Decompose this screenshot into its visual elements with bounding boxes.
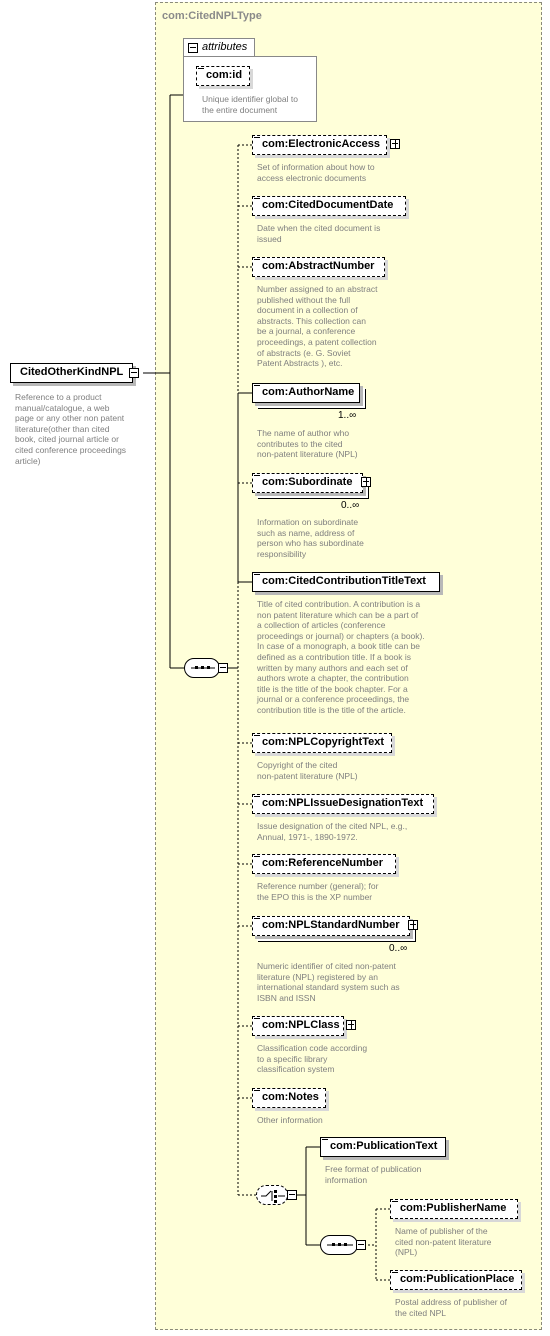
element-label: com:CitedDocumentDate bbox=[262, 199, 394, 211]
desc-line: classification system bbox=[257, 1064, 335, 1075]
element-subordinate[interactable] bbox=[252, 473, 363, 493]
expand-icon[interactable] bbox=[361, 477, 371, 487]
collapse-icon[interactable] bbox=[188, 43, 198, 53]
element-npl-standard-number[interactable] bbox=[252, 916, 410, 936]
root-element[interactable] bbox=[10, 363, 133, 383]
desc-line: responsibility bbox=[257, 548, 307, 559]
desc-line: Issue designation of the cited NPL, e.g., bbox=[257, 821, 408, 831]
reference-icon bbox=[254, 198, 260, 204]
element-description bbox=[325, 1164, 421, 1185]
desc-line: cited conference proceedings bbox=[15, 444, 127, 455]
sequence-compositor[interactable] bbox=[184, 658, 220, 678]
element-npl-issue-designation-text[interactable] bbox=[252, 794, 434, 814]
element-description bbox=[257, 599, 425, 716]
desc-line: non-patent literature (NPL) bbox=[257, 449, 358, 460]
desc-line: Annual, 1971-, 1890-1972. bbox=[257, 831, 358, 842]
desc-line: Other information bbox=[257, 1115, 323, 1125]
desc-line: defined as a contribution title. If a book is bbox=[257, 651, 412, 662]
desc-line: Information on subordinate bbox=[257, 517, 359, 527]
attribute-id[interactable] bbox=[196, 66, 250, 86]
element-description bbox=[257, 1115, 323, 1126]
reference-icon bbox=[254, 796, 260, 802]
occurrence-label: 1..∞ bbox=[338, 410, 357, 421]
reference-icon bbox=[254, 385, 260, 391]
reference-icon bbox=[254, 735, 260, 741]
desc-line: contribution title is the title of the article. bbox=[257, 704, 406, 715]
reference-icon bbox=[254, 918, 260, 924]
element-description bbox=[257, 961, 400, 1003]
desc-line: Numeric identifier of cited non-patent bbox=[257, 961, 396, 971]
desc-line: to a specific library bbox=[257, 1053, 328, 1064]
attributes-header[interactable] bbox=[183, 38, 255, 57]
desc-line: contributes to the cited bbox=[257, 438, 343, 449]
desc-line: published without the full bbox=[257, 294, 351, 305]
element-label: com:AbstractNumber bbox=[262, 260, 375, 272]
desc-line: written by many authors and each set of bbox=[257, 662, 408, 673]
desc-line: abstracts. This collection can bbox=[257, 315, 366, 326]
element-label: com:Subordinate bbox=[262, 476, 353, 488]
element-description bbox=[257, 821, 407, 842]
element-label: com:ElectronicAccess bbox=[262, 138, 380, 150]
desc-line: non-patent literature (NPL) bbox=[257, 770, 358, 781]
expand-icon[interactable] bbox=[346, 1020, 356, 1030]
element-publication-text[interactable] bbox=[320, 1137, 446, 1157]
choice-compositor[interactable] bbox=[256, 1185, 288, 1205]
desc-line: the entire document bbox=[202, 104, 278, 115]
occurrence-label: 0..∞ bbox=[389, 943, 408, 954]
element-description bbox=[257, 223, 380, 244]
element-label: com:PublicationPlace bbox=[400, 1273, 515, 1285]
collapse-icon[interactable] bbox=[218, 663, 228, 673]
element-label: com:PublisherName bbox=[400, 1202, 507, 1214]
desc-line: cited non-patent literature bbox=[395, 1236, 492, 1247]
element-label: com:NPLClass bbox=[262, 1019, 340, 1031]
collapse-icon[interactable] bbox=[129, 368, 139, 378]
desc-line: Unique identifier global to bbox=[202, 94, 298, 104]
desc-line: Set of information about how to bbox=[257, 162, 375, 172]
element-reference-number[interactable] bbox=[252, 854, 396, 874]
desc-line: Patent Abstracts ), etc. bbox=[257, 358, 343, 369]
collapse-icon[interactable] bbox=[356, 1240, 366, 1250]
reference-icon bbox=[254, 137, 260, 143]
element-description bbox=[395, 1297, 507, 1318]
desc-line: literature (NPL) registered by an bbox=[257, 971, 378, 982]
desc-line: journal or a conference proceedings, the bbox=[257, 694, 410, 705]
desc-line: international standard system such as bbox=[257, 982, 400, 993]
element-description bbox=[257, 760, 358, 781]
choice-icon bbox=[257, 1186, 289, 1206]
desc-line: ISBN and ISSN bbox=[257, 992, 316, 1003]
expand-icon[interactable] bbox=[408, 920, 418, 930]
desc-line: information bbox=[325, 1174, 368, 1185]
element-label: com:AuthorName bbox=[262, 386, 355, 398]
element-notes[interactable] bbox=[252, 1088, 326, 1108]
element-cited-document-date[interactable] bbox=[252, 196, 406, 216]
desc-line: Title of cited contribution. A contribution is a bbox=[257, 599, 421, 609]
sequence-icon bbox=[321, 1236, 359, 1256]
publisher-sequence-compositor[interactable] bbox=[320, 1235, 358, 1255]
desc-line: authors wrote a chapter, the contribution bbox=[257, 673, 409, 684]
element-publication-place[interactable] bbox=[390, 1270, 522, 1290]
occurrence-label: 0..∞ bbox=[341, 500, 360, 511]
desc-line: such as name, address of bbox=[257, 527, 355, 538]
desc-line: book, cited journal article or bbox=[15, 434, 119, 445]
sequence-icon bbox=[185, 659, 221, 679]
element-label: com:NPLIssueDesignationText bbox=[262, 797, 424, 809]
reference-icon bbox=[254, 574, 260, 580]
desc-line: manual/catalogue, a web bbox=[15, 402, 110, 413]
desc-line: a collection of articles (conference bbox=[257, 620, 386, 631]
attribute-id-label: com:id bbox=[206, 69, 243, 81]
reference-icon bbox=[392, 1201, 398, 1207]
element-npl-copyright-text[interactable] bbox=[252, 733, 392, 753]
desc-line: page or any other non patent bbox=[15, 413, 125, 424]
reference-icon bbox=[254, 259, 260, 265]
attribute-id-description bbox=[202, 94, 298, 115]
element-description bbox=[257, 162, 375, 183]
reference-icon bbox=[254, 856, 260, 862]
desc-line: Classification code according bbox=[257, 1043, 368, 1053]
desc-line: person who has subordinate bbox=[257, 538, 364, 549]
desc-line: proceedings or journal) or chapters (a book). bbox=[257, 630, 425, 641]
element-author-name[interactable] bbox=[252, 383, 360, 403]
element-abstract-number[interactable] bbox=[252, 257, 385, 277]
element-cited-contribution-title-text[interactable] bbox=[252, 572, 440, 592]
desc-line: literature(other than cited bbox=[15, 423, 110, 434]
element-publisher-name[interactable] bbox=[390, 1199, 518, 1219]
reference-icon bbox=[392, 1272, 398, 1278]
desc-line: Reference number (general); for bbox=[257, 881, 379, 891]
desc-line: non patent literature which can be a part of bbox=[257, 609, 419, 620]
desc-line: Copyright of the cited bbox=[257, 760, 338, 770]
element-label: com:CitedContributionTitleText bbox=[262, 575, 426, 587]
desc-line: document in a collection of bbox=[257, 305, 358, 316]
desc-line: (NPL) bbox=[395, 1247, 418, 1258]
expand-icon[interactable] bbox=[390, 139, 400, 149]
desc-line: In case of a monograph, a book title can be bbox=[257, 641, 421, 652]
reference-icon bbox=[254, 1090, 260, 1096]
complex-type-title: com:CitedNPLType bbox=[162, 10, 262, 22]
element-description bbox=[257, 517, 364, 559]
desc-line: article) bbox=[15, 455, 41, 466]
element-label: com:Notes bbox=[262, 1091, 319, 1103]
desc-line: Name of publisher of the bbox=[395, 1226, 488, 1236]
desc-line: the EPO this is the XP number bbox=[257, 891, 373, 902]
element-description bbox=[257, 428, 358, 460]
desc-line: The name of author who bbox=[257, 428, 350, 438]
element-npl-class[interactable] bbox=[252, 1016, 344, 1036]
element-label: com:NPLCopyrightText bbox=[262, 736, 385, 748]
element-label: com:NPLStandardNumber bbox=[262, 919, 400, 931]
desc-line: proceedings, a patent collection bbox=[257, 336, 377, 347]
desc-line: Postal address of publisher of bbox=[395, 1297, 507, 1307]
desc-line: Number assigned to an abstract bbox=[257, 284, 378, 294]
root-element-label: CitedOtherKindNPL bbox=[20, 366, 124, 378]
element-description bbox=[395, 1226, 491, 1258]
element-label: com:ReferenceNumber bbox=[262, 857, 384, 869]
desc-line: be a journal, a conference bbox=[257, 326, 356, 337]
element-description bbox=[257, 881, 378, 902]
attributes-header-label: attributes bbox=[202, 41, 248, 53]
element-label: com:PublicationText bbox=[330, 1140, 438, 1152]
desc-line: the cited NPL bbox=[395, 1307, 447, 1318]
reference-icon bbox=[198, 68, 204, 74]
desc-line: access electronic documents bbox=[257, 172, 367, 183]
desc-line: of abstracts (e. G. Soviet bbox=[257, 347, 351, 358]
element-electronic-access[interactable] bbox=[252, 135, 387, 155]
collapse-icon[interactable] bbox=[287, 1190, 297, 1200]
desc-line: Date when the cited document is bbox=[257, 223, 381, 233]
desc-line: Free format of publication bbox=[325, 1164, 422, 1174]
reference-icon bbox=[322, 1139, 328, 1145]
element-description bbox=[257, 1043, 367, 1075]
reference-icon bbox=[254, 1018, 260, 1024]
root-element-description bbox=[15, 392, 126, 466]
reference-icon bbox=[254, 475, 260, 481]
desc-line: issued bbox=[257, 233, 282, 244]
desc-line: title is the title of the book chapter. For a bbox=[257, 683, 408, 694]
desc-line: Reference to a product bbox=[15, 392, 102, 402]
element-description bbox=[257, 284, 377, 369]
